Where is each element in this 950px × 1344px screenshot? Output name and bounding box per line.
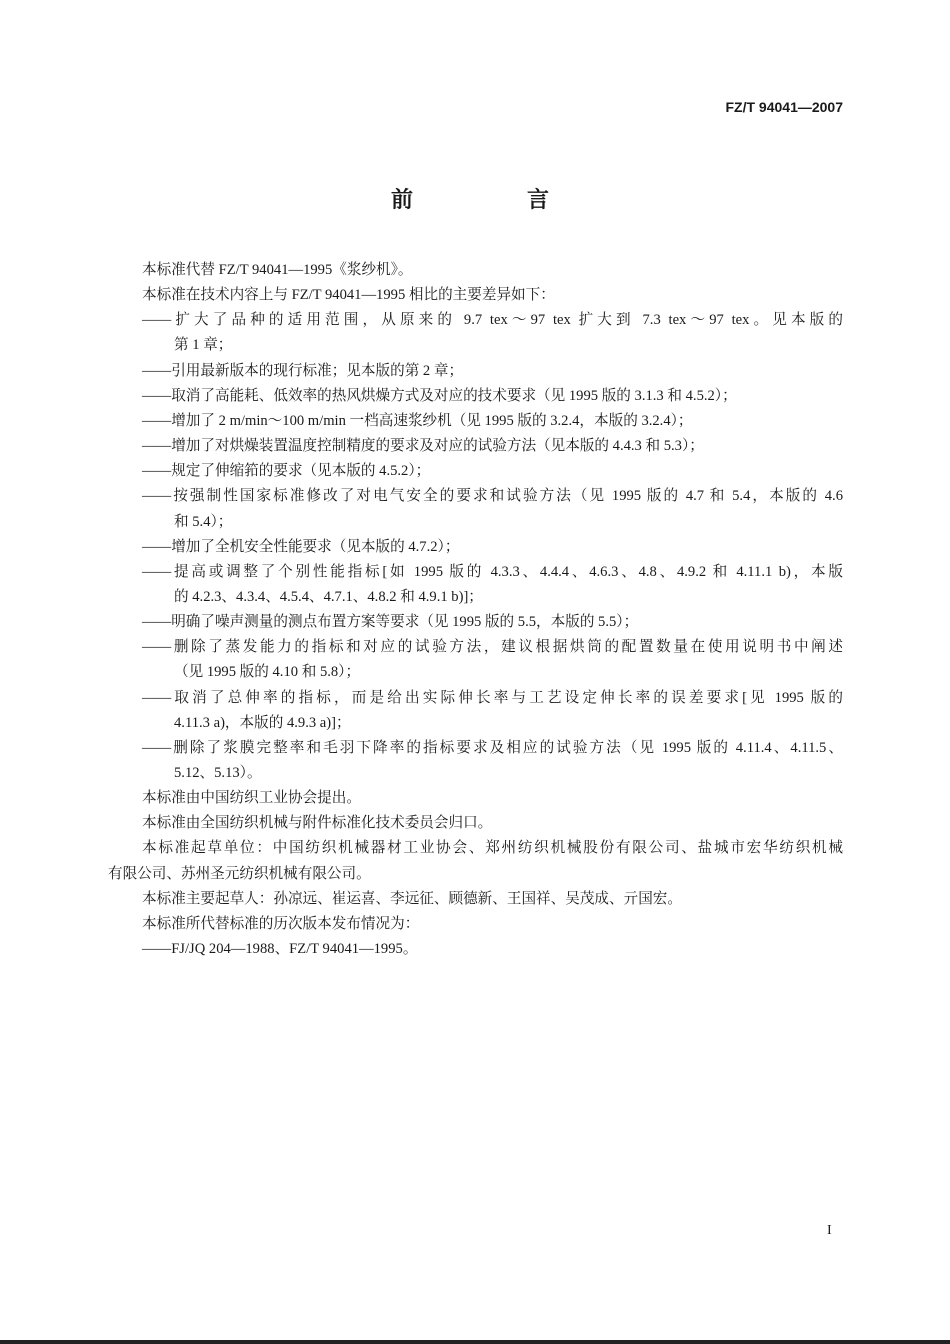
change-list-item-line: 5.12、5.13）。: [174, 765, 262, 781]
page-bottom-edge: [0, 1340, 950, 1344]
change-list-item-line: ——提高或调整了个别性能指标[如 1995 版的 4.3.3、4.4.4、4.6.3、4.8、4.9.2 和 4.11.1 b)，本版: [142, 563, 843, 580]
change-list-item-line: 的 4.2.3、4.3.4、4.5.4、4.7.1、4.8.2 和 4.9.1 b)]；: [174, 589, 483, 605]
change-list-item-line: （见 1995 版的 4.10 和 5.8）；: [174, 664, 361, 681]
paragraph-line: 本标准起草单位：中国纺织机械器材工业协会、郑州纺织机械股份有限公司、盐城市宏华纺织机械: [142, 840, 843, 857]
paragraph-line: 本标准主要起草人：孙凉远、崔运喜、李远征、顾德新、王国祥、吴茂成、亓国宏。: [142, 890, 682, 907]
standard-number: FZ/T 94041—2007: [725, 99, 843, 115]
change-list-item-line: ——扩大了品种的适用范围，从原来的 9.7 tex～97 tex 扩大到 7.3 tex～97 tex。见本版的: [142, 312, 843, 329]
page-number: I: [827, 1223, 832, 1238]
page-title: 前 言: [390, 187, 595, 212]
change-list-item-line: ——取消了总伸率的指标，而是给出实际伸长率与工艺设定伸长率的误差要求[见 1995 版的: [142, 689, 843, 706]
change-list-item-line: ——增加了对烘燥装置温度控制精度的要求及对应的试验方法（见本版的 4.4.3 和 5.3）；: [142, 438, 704, 454]
paragraph-line: 本标准由全国纺织机械与附件标准化技术委员会归口。: [142, 815, 493, 832]
change-list-item-line: ——明确了噪声测量的测点布置方案等要求（见 1995 版的 5.5，本版的 5.5）；: [142, 614, 639, 631]
change-list-item-line: ——引用最新版本的现行标准；见本版的第 2 章；: [142, 362, 464, 379]
change-list-item-line: 第 1 章；: [174, 337, 233, 354]
paragraph-line: 本标准在技术内容上与 FZ/T 94041—1995 相比的主要差异如下：: [142, 287, 555, 304]
change-list-item-line: ——增加了 2 m/min～100 m/min 一档高速浆纱机（见 1995 版的 3.2.4，本版的 3.2.4）；: [142, 412, 693, 429]
change-list-item-line: ——删除了浆膜完整率和毛羽下降率的指标要求及相应的试验方法（见 1995 版的 4.11.4、4.11.5、: [142, 739, 843, 756]
change-list-item-line: ——FJ/JQ 204—1988、FZ/T 94041—1995。: [142, 941, 418, 957]
change-list-item-line: ——增加了全机安全性能要求（见本版的 4.7.2）；: [142, 538, 460, 555]
change-list-item-line: 4.11.3 a)，本版的 4.9.3 a)]；: [174, 714, 351, 731]
change-list-item-line: ——删除了蒸发能力的指标和对应的试验方法，建议根据烘筒的配置数量在使用说明书中阐述: [142, 639, 843, 656]
change-list-item-line: ——按强制性国家标准修改了对电气安全的要求和试验方法（见 1995 版的 4.7 和 5.4，本版的 4.6: [142, 488, 843, 505]
paragraph-line: 有限公司、苏州圣元纺织机械有限公司。: [108, 865, 371, 882]
paragraph-line: 本标准代替 FZ/T 94041—1995《浆纱机》。: [142, 262, 413, 278]
change-list-item-line: 和 5.4）；: [174, 513, 233, 530]
change-list-item-line: ——取消了高能耗、低效率的热风烘燥方式及对应的技术要求（见 1995 版的 3.1.3 和 4.5.2）；: [142, 387, 737, 404]
paragraph-line: 本标准由中国纺织工业协会提出。: [142, 790, 361, 807]
change-list-item-line: ——规定了伸缩筘的要求（见本版的 4.5.2）；: [142, 463, 431, 480]
paragraph-line: 本标准所代替标准的历次版本发布情况为：: [142, 915, 420, 932]
